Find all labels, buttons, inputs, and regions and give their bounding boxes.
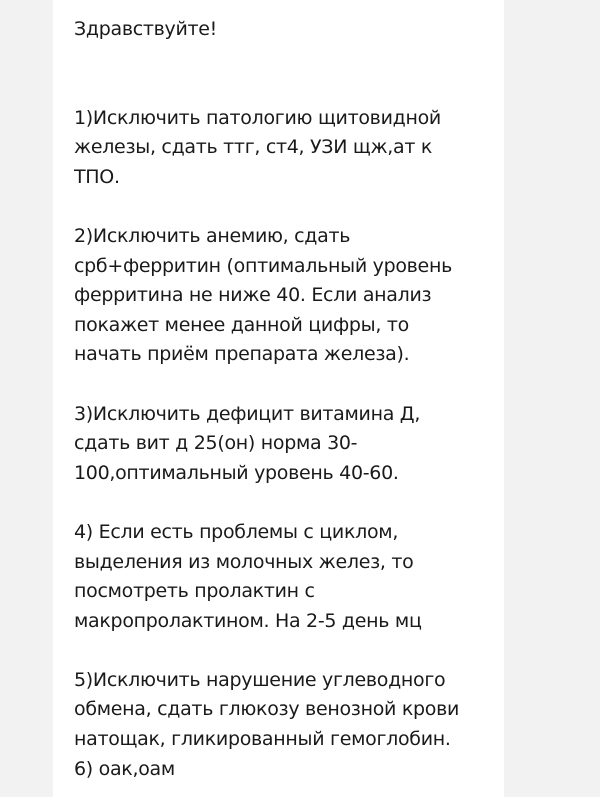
message-line: 1)Исключить патологию щитовидной (74, 106, 441, 129)
spacer (74, 370, 504, 400)
message-line: покажет менее данной цифры, то (74, 313, 409, 336)
message-line: срб+ферритин (оптимальный уровень (74, 254, 452, 277)
spacer (74, 45, 504, 104)
spacer (74, 192, 504, 222)
message-line: 4) Если есть проблемы с циклом, (74, 520, 399, 543)
message-line: посмотреть пролактин с (74, 580, 315, 603)
message-line: ферритина не ниже 40. Если анализ (74, 284, 432, 307)
message-line: обмена, сдать глюкозу венозной крови (74, 698, 460, 721)
greeting-text: Здравствуйте! (74, 18, 217, 40)
message-line: 3)Исключить дефицит витамина Д, (74, 402, 421, 425)
message-line: натощак, гликированный гемоглобин. (74, 728, 451, 751)
message-line: макропролактином. На 2-5 день мц (74, 609, 422, 632)
message-line: 100,оптимальный уровень 40-60. (74, 461, 399, 484)
message-line: ТПО. (74, 165, 120, 188)
message-line: начать приём препарата железа). (74, 343, 410, 366)
spacer (74, 488, 504, 518)
message-bubble (53, 0, 504, 797)
message-line: 6) оак,оам (74, 757, 175, 780)
message-line: сдать вит д 25(он) норма 30- (74, 432, 358, 455)
message-line: 5)Исключить нарушение углеводного (74, 668, 446, 691)
message-line: железы, сдать ттг, ст4, УЗИ щж,ат к (74, 136, 433, 159)
message-line: 2)Исключить анемию, сдать (74, 224, 351, 247)
message-line: выделения из молочных желез, то (74, 550, 414, 573)
spacer (74, 636, 504, 666)
